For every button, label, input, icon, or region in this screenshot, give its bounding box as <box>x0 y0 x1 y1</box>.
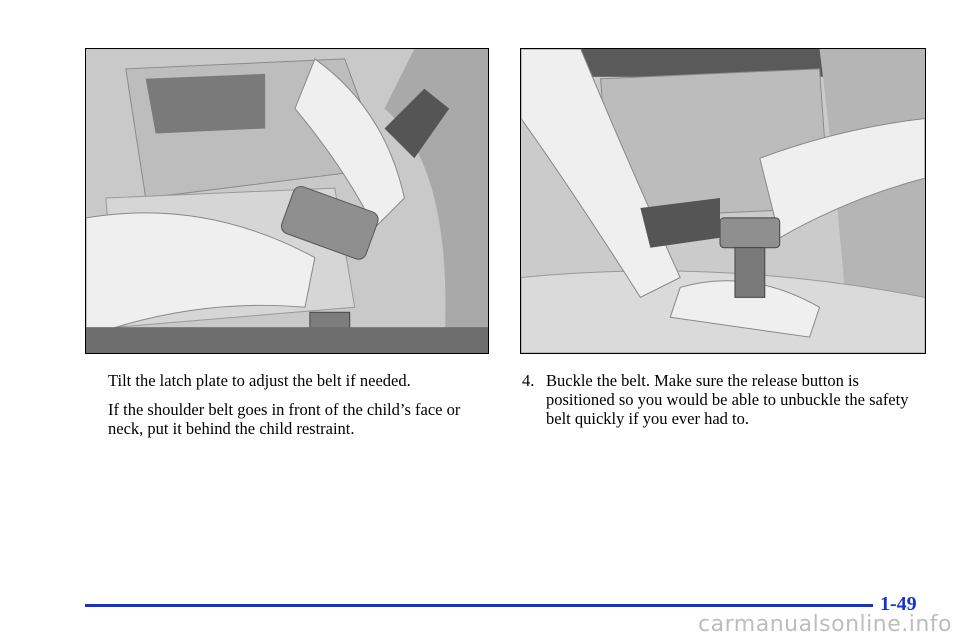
step-4 <box>522 371 922 428</box>
step-number: 4. <box>522 371 535 390</box>
watermark: carmanualsonline.info <box>698 612 952 637</box>
paragraph-shoulder-belt: If the shoulder belt goes in front of the child’s face or neck, put it behind the child restraint. <box>108 400 461 438</box>
left-text-column <box>108 371 498 448</box>
latch-plate-drawing <box>86 49 488 353</box>
step-text: Buckle the belt. Make sure the release button is positioned so you would be able to unbuckle the safety belt quickly if you ever had to. <box>546 371 909 428</box>
footer-rule <box>85 604 873 607</box>
illustration-latch-plate <box>85 48 489 354</box>
right-text-column <box>522 371 922 428</box>
buckle-belt-drawing <box>521 49 925 353</box>
page-number: 1-49 <box>880 593 917 615</box>
paragraph-tilt-latch: Tilt the latch plate to adjust the belt if needed. <box>108 371 411 390</box>
illustration-buckle-belt <box>520 48 926 354</box>
